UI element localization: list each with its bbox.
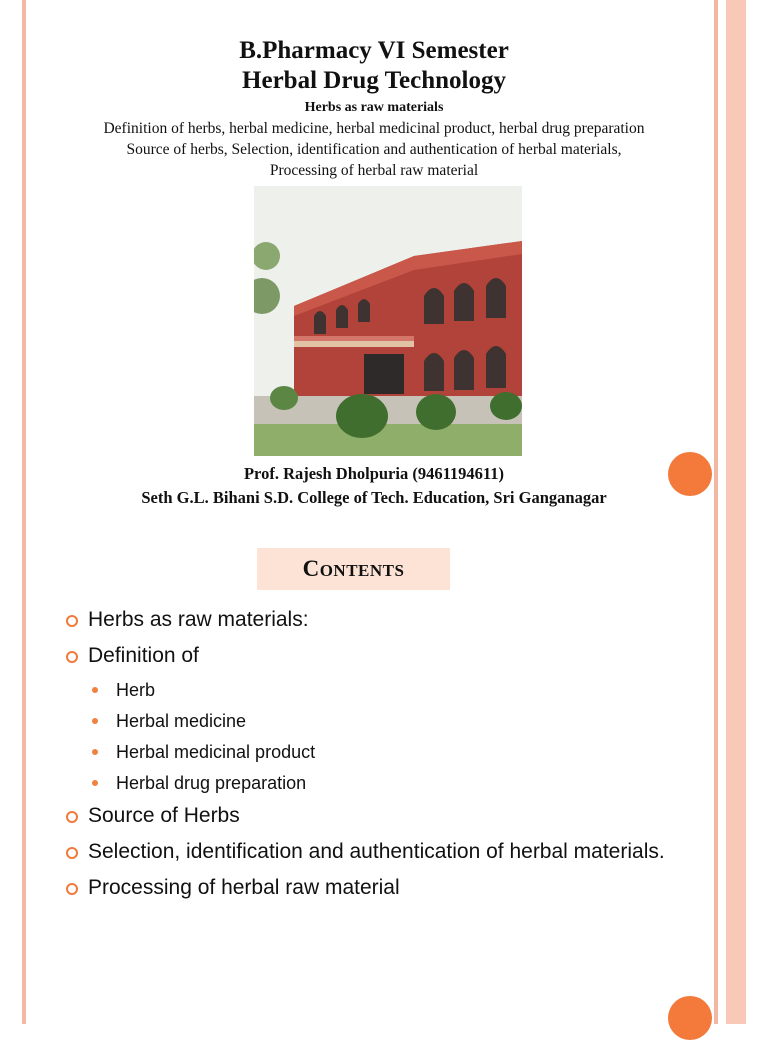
bullet-ring-icon	[66, 811, 78, 823]
topic-subtitle: Herbs as raw materials	[304, 100, 444, 115]
sub-list-item: Herbal medicine	[64, 709, 684, 733]
institution-name: Seth G.L. Bihani S.D. College of Tech. Education, Sri Ganganagar	[141, 488, 607, 507]
college-building-photo	[254, 186, 522, 456]
bullet-dot-icon	[92, 687, 98, 693]
contents-heading: CONTENTS	[302, 556, 405, 581]
bullet-ring-icon	[66, 883, 78, 895]
topic-line: Processing of herbal raw material	[269, 162, 479, 179]
left-border	[22, 0, 26, 1024]
list-item: Selection, identification and authentication of herbal materials.	[64, 838, 684, 866]
right-border-band	[726, 0, 746, 1024]
sub-list-item: Herbal drug preparation	[64, 771, 684, 795]
list-item: Processing of herbal raw material	[64, 874, 684, 902]
contents-heading-box	[257, 548, 450, 590]
bullet-ring-icon	[66, 847, 78, 859]
list-item: Herbs as raw materials:	[64, 606, 684, 634]
author-block	[40, 462, 708, 510]
title-slide	[40, 36, 708, 181]
bullet-dot-icon	[92, 718, 98, 724]
sub-list-item: Herb	[64, 678, 684, 702]
bullet-dot-icon	[92, 780, 98, 786]
list-item: Source of Herbs	[64, 802, 684, 830]
subject-title: Herbal Drug Technology	[242, 67, 506, 94]
bullet-ring-icon	[66, 615, 78, 627]
bullet-dot-icon	[92, 749, 98, 755]
list-item: Definition of	[64, 642, 684, 670]
author-name: Prof. Rajesh Dholpuria (9461194611)	[243, 464, 505, 483]
contents-list	[64, 606, 684, 910]
orange-circle-decoration	[668, 996, 712, 1040]
sub-list-item: Herbal medicinal product	[64, 740, 684, 764]
bullet-ring-icon	[66, 651, 78, 663]
course-title: B.Pharmacy VI Semester	[239, 37, 509, 64]
topic-line: Source of herbs, Selection, identification and authentication of herbal materials,	[126, 141, 622, 158]
topic-line: Definition of herbs, herbal medicine, herbal medicinal product, herbal drug preparation	[103, 120, 645, 137]
right-border-line	[714, 0, 718, 1024]
